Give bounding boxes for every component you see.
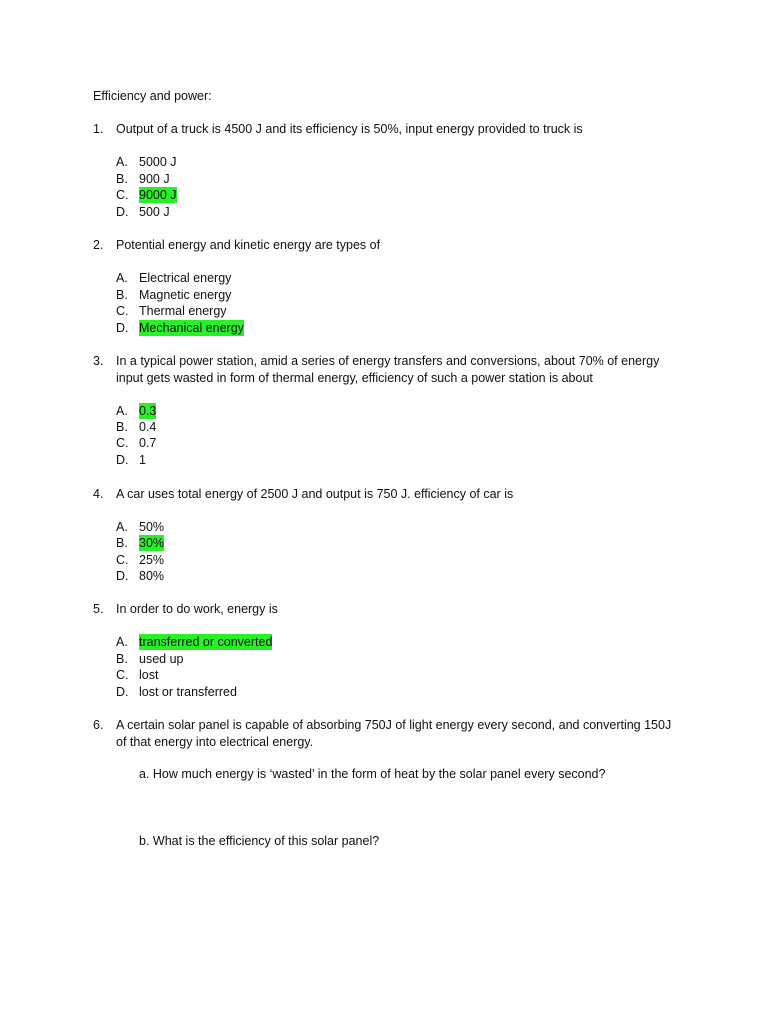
option-text: 0.7 — [139, 436, 157, 450]
option-letter: B. — [116, 172, 128, 186]
question-text: Output of a truck is 4500 J and its efficiency is 50%, input energy provided to truck is — [116, 122, 583, 136]
option-letter: D. — [116, 453, 129, 467]
option-text-correct: Mechanical energy — [139, 321, 244, 335]
option-letter: B. — [116, 420, 128, 434]
option-text: Thermal energy — [139, 304, 227, 318]
option-text: 80% — [139, 569, 165, 583]
question-text: Potential energy and kinetic energy are types of — [116, 238, 381, 252]
question-text: In a typical power station, amid a series of energy transfers and conversions, about 70% of energy input gets wasted in form of thermal energy, efficiency of such a power station is about — [116, 354, 660, 385]
question-number: 6. — [93, 718, 104, 732]
option-text: 5000 J — [139, 155, 177, 169]
option-text: Magnetic energy — [139, 288, 232, 302]
sub-question-b: b. What is the efficiency of this solar panel? — [139, 834, 380, 848]
option-letter: A. — [116, 635, 128, 649]
option-text: lost or transferred — [139, 685, 237, 699]
question-text: A car uses total energy of 2500 J and output is 750 J. efficiency of car is — [116, 487, 514, 501]
question-number: 5. — [93, 602, 104, 616]
option-letter: D. — [116, 685, 129, 699]
option-letter: C. — [116, 668, 129, 682]
option-text: 25% — [139, 553, 165, 567]
option-letter: A. — [116, 155, 128, 169]
sub-question-a: a. How much energy is ‘wasted’ in the form of heat by the solar panel every second? — [139, 767, 606, 781]
option-text: 1 — [139, 453, 146, 467]
option-text: Electrical energy — [139, 271, 232, 285]
option-text-correct: 9000 J — [139, 188, 177, 202]
option-letter: D. — [116, 205, 129, 219]
option-text: 0.4 — [139, 420, 157, 434]
option-text-correct: 30% — [139, 536, 165, 550]
document-title: Efficiency and power: — [93, 89, 212, 103]
question-number: 2. — [93, 238, 104, 252]
option-letter: D. — [116, 569, 129, 583]
option-letter: C. — [116, 436, 129, 450]
question-text: A certain solar panel is capable of absorbing 750J of light energy every second, and converting 150J of that energy into electrical energy. — [116, 718, 672, 749]
question-number: 3. — [93, 354, 104, 368]
option-text: 900 J — [139, 172, 170, 186]
option-letter: C. — [116, 553, 129, 567]
option-letter: B. — [116, 652, 128, 666]
option-text: 50% — [139, 520, 165, 534]
option-text-correct: transferred or converted — [139, 635, 273, 649]
option-letter: C. — [116, 304, 129, 318]
option-text: used up — [139, 652, 184, 666]
option-letter: D. — [116, 321, 129, 335]
option-text: 500 J — [139, 205, 170, 219]
option-letter: A. — [116, 404, 128, 418]
option-letter: C. — [116, 188, 129, 202]
question-number: 4. — [93, 487, 104, 501]
option-text-correct: 0.3 — [139, 404, 157, 418]
option-letter: A. — [116, 520, 128, 534]
option-text: lost — [139, 668, 159, 682]
option-letter: B. — [116, 288, 128, 302]
question-number: 1. — [93, 122, 104, 136]
question-text: In order to do work, energy is — [116, 602, 278, 616]
option-letter: B. — [116, 536, 128, 550]
option-letter: A. — [116, 271, 128, 285]
